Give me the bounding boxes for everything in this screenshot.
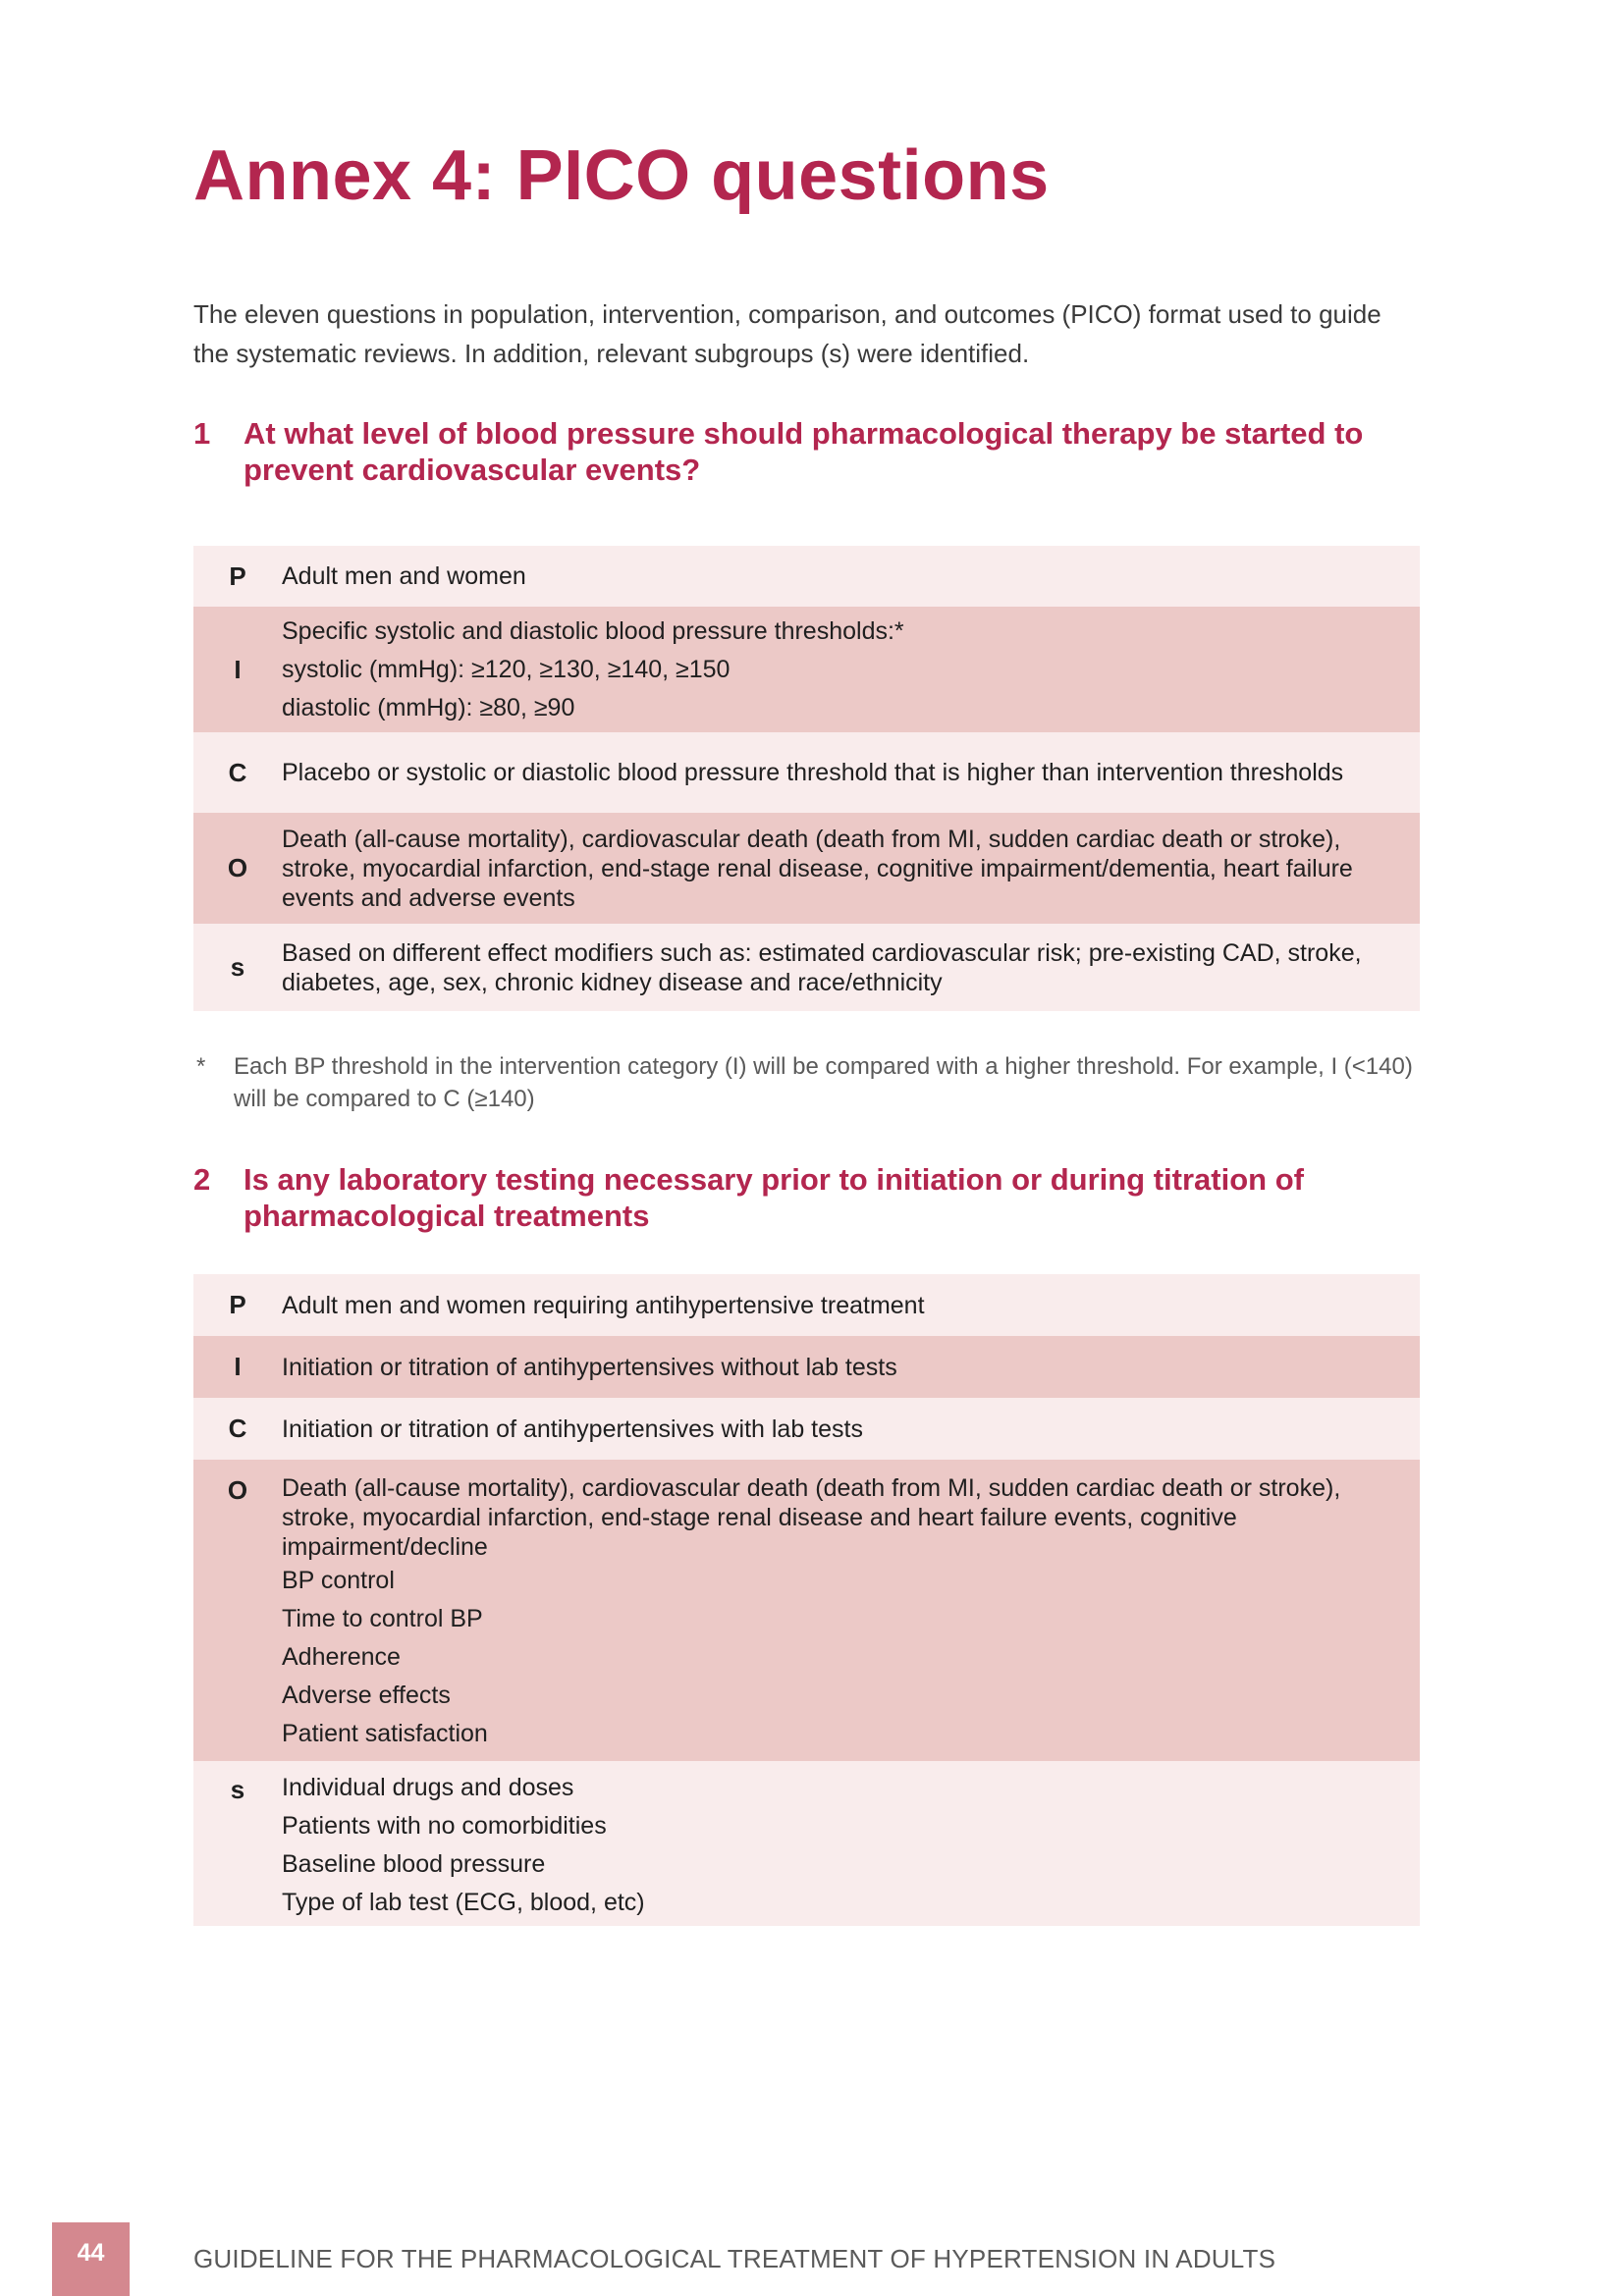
footnote-text: Each BP threshold in the intervention category (I) will be compared with a higher threshold. For example, I (<140) will be compared to C (≥140)	[234, 1053, 1413, 1112]
pico-content	[282, 924, 1420, 1011]
question-1-heading	[193, 415, 1431, 488]
pico-line: Placebo or systolic or diastolic blood pressure threshold that is higher than intervention thresholds	[282, 759, 1344, 786]
footnote	[193, 1050, 1421, 1115]
pico-letter: I	[234, 1352, 242, 1381]
pico-row-c	[193, 1398, 1420, 1460]
pico-line: diastolic (mmHg): ≥80, ≥90	[282, 693, 575, 721]
pico-line: Initiation or titration of antihypertensives without lab tests	[282, 1353, 897, 1381]
pico-line: Death (all-cause mortality), cardiovascular death (death from MI, sudden cardiac death or stroke), stroke, myocardial infarction, end-stage renal disease and heart failure events, cognitive impairment/decline	[282, 1474, 1341, 1561]
pico-row-p	[193, 1274, 1420, 1336]
pico-content	[282, 1761, 1420, 1926]
pico-content	[282, 1336, 1420, 1398]
pico-line: Individual drugs and doses	[282, 1774, 574, 1801]
pico-line: Patient satisfaction	[282, 1720, 488, 1747]
pico-table-1	[193, 546, 1420, 1011]
question-text: Is any laboratory testing necessary prior to initiation or during titration of pharmacological treatments	[244, 1162, 1304, 1233]
running-footer: GUIDELINE FOR THE PHARMACOLOGICAL TREATMENT OF HYPERTENSION IN ADULTS	[193, 2244, 1276, 2273]
pico-content	[282, 732, 1420, 813]
page-title: Annex 4: PICO questions	[193, 136, 1050, 215]
pico-content	[282, 1274, 1420, 1336]
pico-letter: O	[227, 853, 248, 882]
intro-paragraph: The eleven questions in population, intervention, comparison, and outcomes (PICO) format used to guide the systematic reviews. In addition, relevant subgroups (s) were identified.	[193, 299, 1381, 368]
pico-row-s	[193, 924, 1420, 1011]
pico-row-p	[193, 546, 1420, 607]
pico-letter: C	[228, 757, 247, 787]
pico-line: Patients with no comorbidities	[282, 1812, 607, 1840]
pico-letter: s	[230, 1775, 245, 1804]
pico-letter: s	[230, 952, 245, 982]
page-number: 44	[52, 2222, 130, 2296]
pico-content	[282, 1398, 1420, 1460]
pico-line: Specific systolic and diastolic blood pressure thresholds:*	[282, 616, 904, 645]
question-number: 1	[193, 416, 211, 451]
pico-letter: P	[229, 561, 246, 591]
pico-row-o	[193, 1460, 1420, 1761]
pico-line: Baseline blood pressure	[282, 1850, 546, 1878]
pico-row-o	[193, 813, 1420, 924]
pico-row-i	[193, 607, 1420, 732]
pico-line: Based on different effect modifiers such as: estimated cardiovascular risk; pre-existing CAD, stroke, diabetes, age, sex, chronic kidney disease and race/ethnicity	[282, 938, 1362, 996]
footnote-marker: *	[196, 1053, 206, 1080]
pico-row-c	[193, 732, 1420, 813]
pico-line: Adult men and women	[282, 562, 526, 590]
question-number: 2	[193, 1162, 211, 1197]
pico-line: Time to control BP	[282, 1605, 483, 1632]
pico-line: Death (all-cause mortality), cardiovascular death (death from MI, sudden cardiac death or stroke), stroke, myocardial infarction, end-stage renal disease, cognitive impairment/dementia, heart failure events and adverse events	[282, 825, 1353, 912]
pico-content	[282, 1460, 1420, 1761]
pico-line: Adult men and women requiring antihypertensive treatment	[282, 1291, 925, 1319]
question-text: At what level of blood pressure should pharmacological therapy be started to prevent cardiovascular events?	[244, 416, 1364, 487]
pico-table-2	[193, 1274, 1420, 1926]
pico-line: Initiation or titration of antihypertensives with lab tests	[282, 1415, 863, 1443]
pico-content	[282, 813, 1420, 924]
pico-letter: I	[234, 654, 242, 684]
pico-content	[282, 607, 1420, 732]
question-2-heading	[193, 1161, 1431, 1234]
pico-line: Type of lab test (ECG, blood, etc)	[282, 1889, 645, 1916]
pico-content	[282, 546, 1420, 607]
pico-row-s	[193, 1761, 1420, 1926]
pico-line: systolic (mmHg): ≥120, ≥130, ≥140, ≥150	[282, 655, 731, 683]
pico-letter: O	[227, 1475, 248, 1505]
pico-line: Adverse effects	[282, 1682, 451, 1709]
pico-line: BP control	[282, 1567, 395, 1594]
pico-row-i	[193, 1336, 1420, 1398]
pico-letter: C	[228, 1414, 247, 1443]
pico-line: Adherence	[282, 1643, 401, 1671]
pico-letter: P	[229, 1290, 246, 1319]
